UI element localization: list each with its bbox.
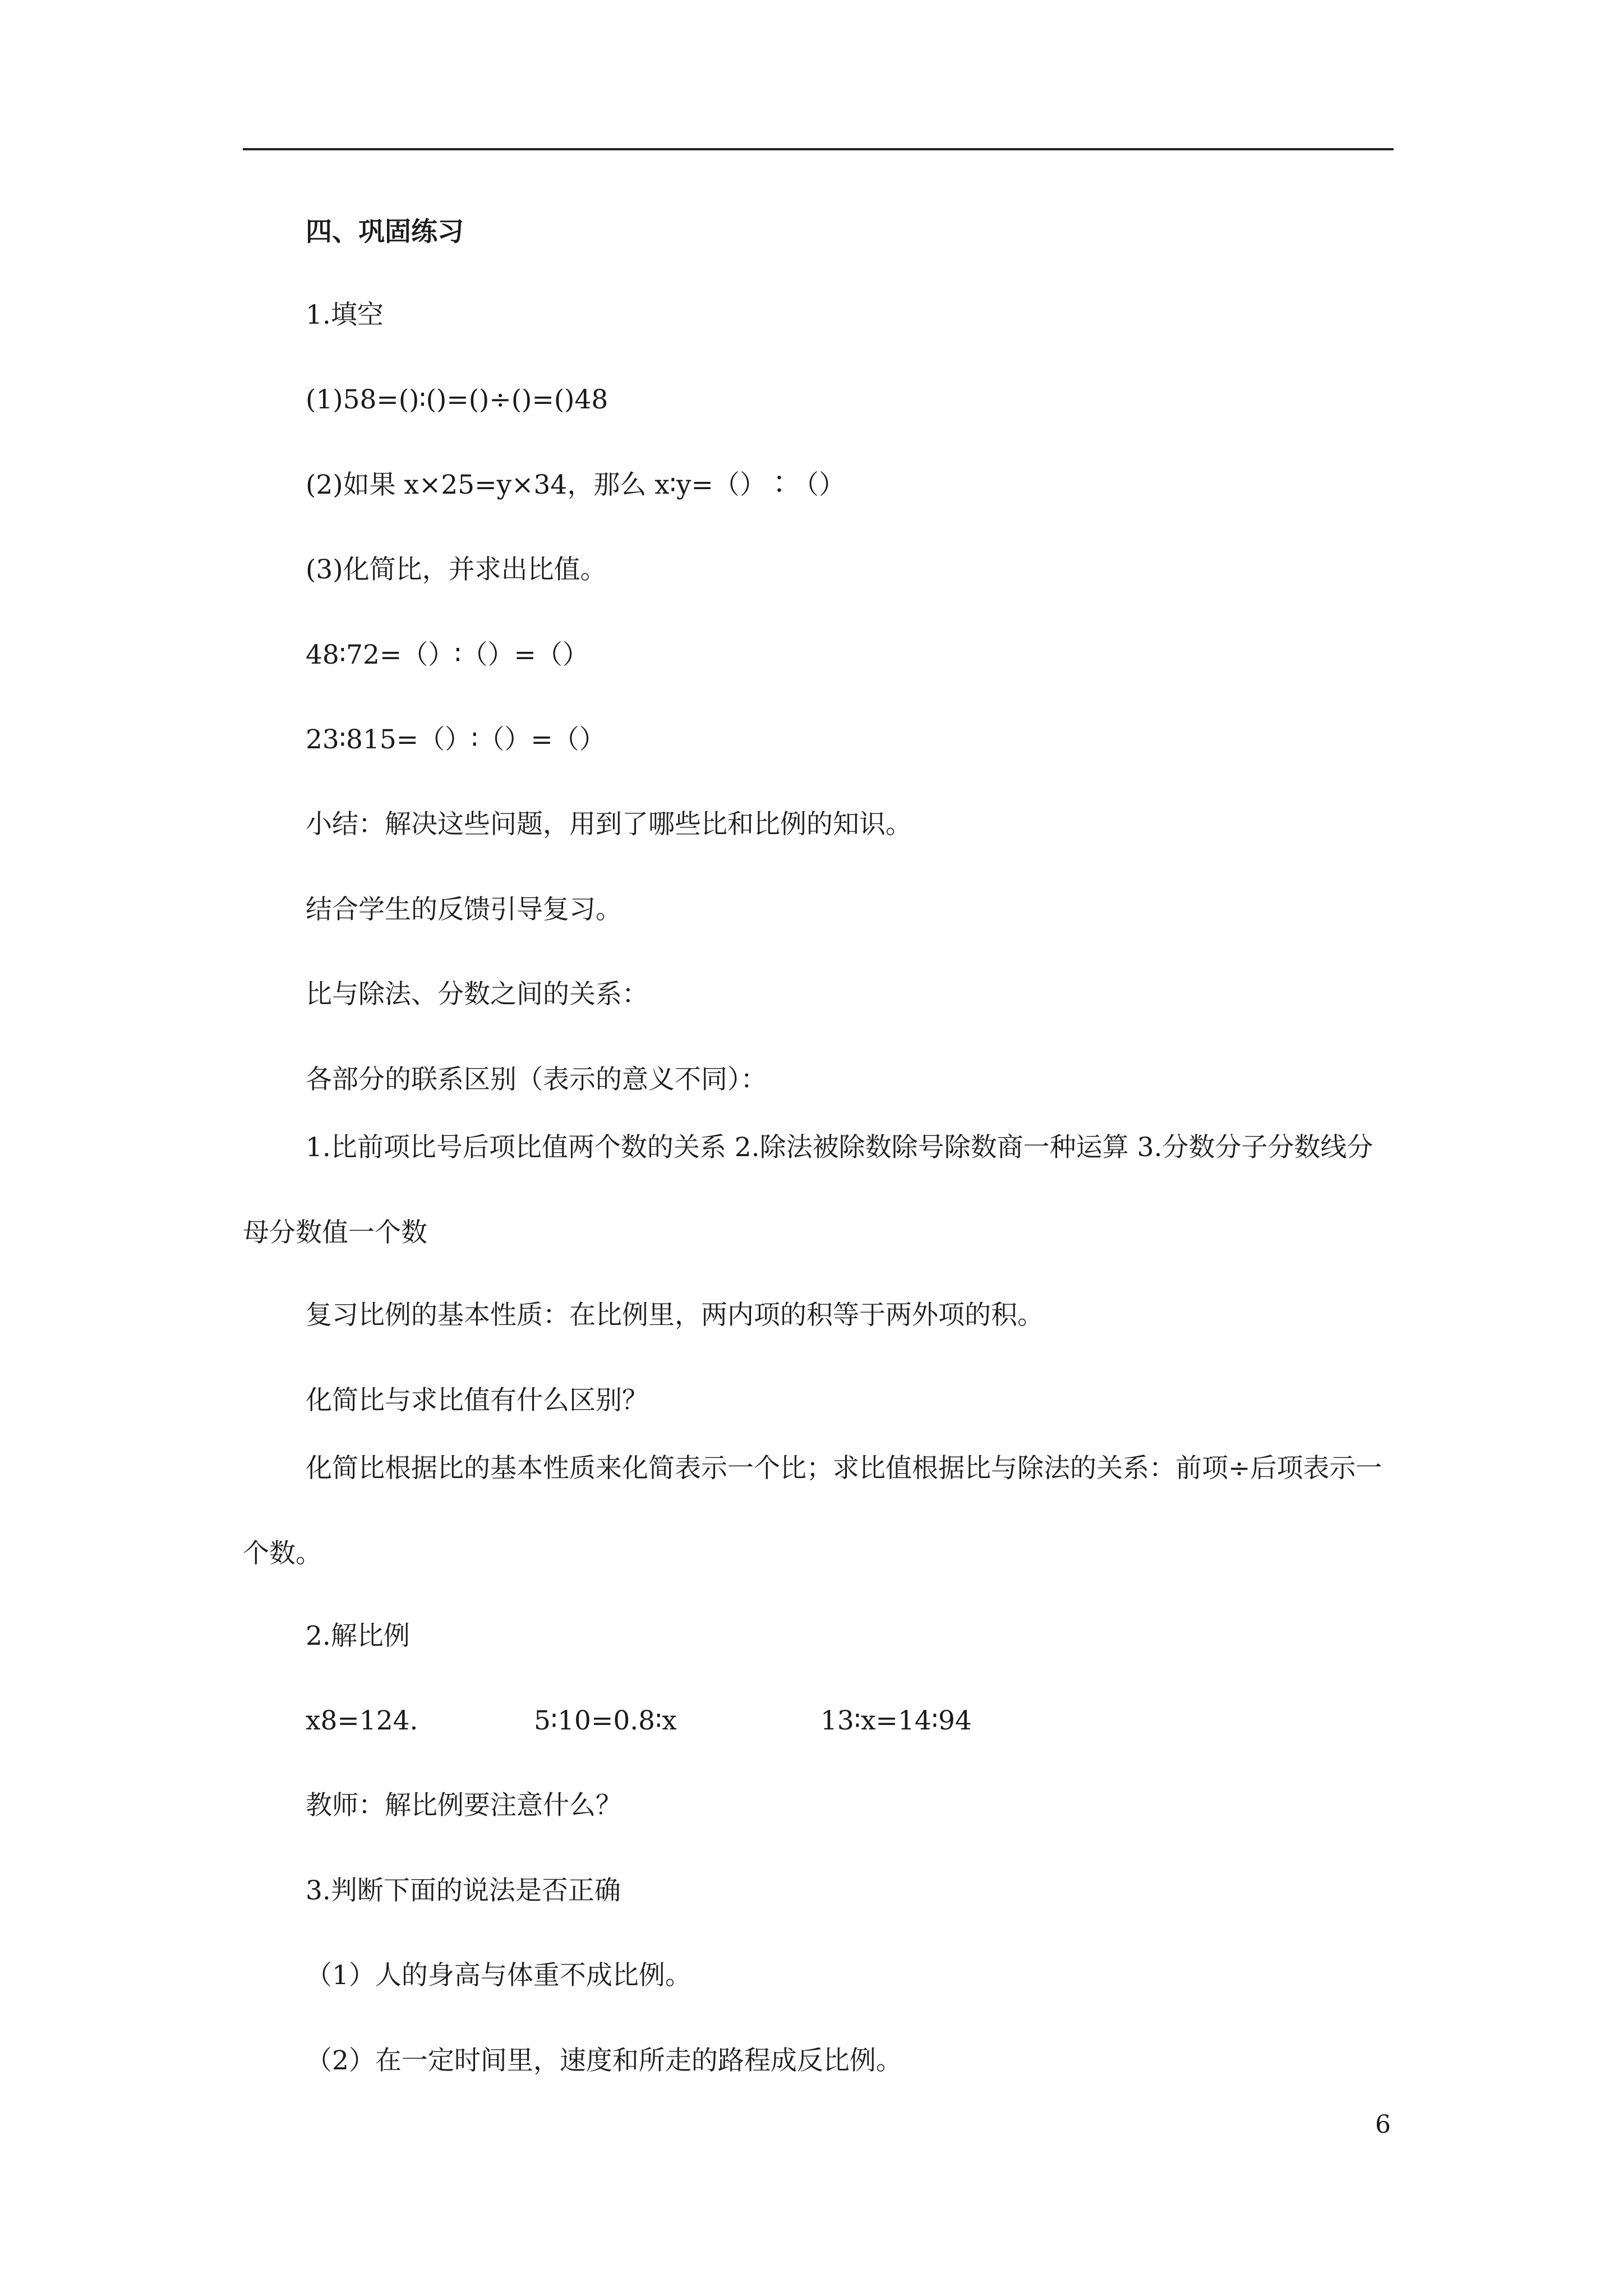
- header-rule: [243, 148, 1394, 150]
- section-title: 四、巩固练习: [306, 217, 464, 247]
- q2-equation-2: 5∶10=0.8∶x: [534, 1705, 677, 1736]
- q1-item-1: (1)58=()∶()=()÷()=()48: [306, 384, 608, 415]
- q1-equation-a: 48∶72=（）∶（）=（）: [306, 639, 589, 670]
- q2-equation-3: 13∶x=14∶94: [820, 1705, 972, 1736]
- guide-text: 结合学生的反馈引导复习。: [306, 894, 622, 925]
- parts-paragraph: 1.比前项比号后项比值两个数的关系 2.除法被除数除号除数商一种运算 3.分数分子分数线分母分数值一个数: [243, 1132, 1373, 1248]
- page-number: 6: [1375, 2110, 1391, 2139]
- q1-equation-b: 23∶815=（）∶（）=（）: [306, 724, 606, 755]
- summary-text: 小结：解决这些问题，用到了哪些比和比例的知识。: [306, 809, 912, 840]
- q2-title: 2.解比例: [306, 1621, 410, 1651]
- q1-item-2: (2)如果 x×25=y×34，那么 x∶y=（）∶（）: [306, 470, 845, 500]
- relation-title: 比与除法、分数之间的关系：: [306, 979, 648, 1010]
- q3-title: 3.判断下面的说法是否正确: [306, 1875, 621, 1906]
- difference-question: 化简比与求比值有什么区别？: [306, 1385, 648, 1416]
- difference-answer: 化简比根据比的基本性质来化简表示一个比；求比值根据比与除法的关系：前项÷后项表示一个数。: [243, 1453, 1382, 1569]
- parts-title: 各部分的联系区别（表示的意义不同）：: [306, 1064, 767, 1095]
- q3-item-1: （1）人的身高与体重不成比例。: [306, 1960, 691, 1991]
- teacher-question: 教师：解比例要注意什么？: [306, 1790, 622, 1821]
- q3-item-2: （2）在一定时间里，速度和所走的路程成反比例。: [306, 2045, 902, 2076]
- q1-item-3: (3)化简比，并求出比值。: [306, 554, 607, 585]
- q2-equation-1: x8=124.: [306, 1705, 418, 1736]
- property-text: 复习比例的基本性质：在比例里，两内项的积等于两外项的积。: [306, 1300, 1044, 1331]
- q1-title: 1.填空: [306, 300, 384, 330]
